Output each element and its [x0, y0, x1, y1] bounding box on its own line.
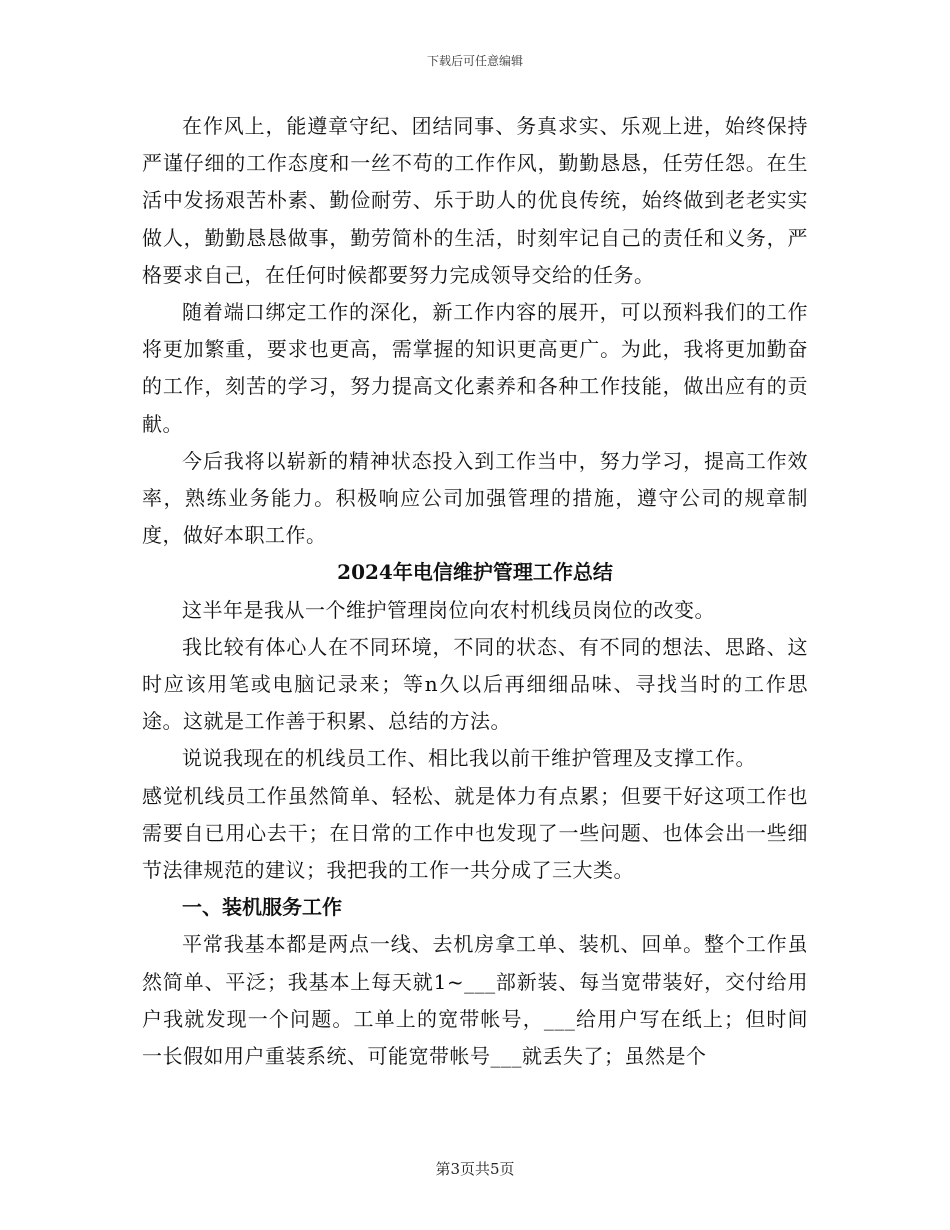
paragraph-future-plan: 今后我将以崭新的精神状态投入到工作当中，努力学习，提高工作效率，熟练业务能力。积极响应公司加强管理的措施，遵守公司的规章制度，做好本职工作。	[142, 448, 808, 548]
document-body	[142, 108, 808, 1075]
subheading-installation-service: 一、装机服务工作	[182, 895, 342, 920]
paragraph-record-thoughts: 我比较有体心人在不同环境，不同的状态、有不同的想法、思路、这时应该用笔或电脑记录来；等n久以后再细细品味、寻找当时的工作思途。这就是工作善于积累、总结的方法。	[142, 634, 808, 734]
header-note: 下载后可任意编辑	[426, 54, 523, 68]
paragraph-port-binding: 随着端口绑定工作的深化，新工作内容的展开，可以预料我们的工作将更加繁重，要求也更高，需掌握的知识更高更广。为此，我将更加勤奋的工作，刻苦的学习，努力提高文化素养和各种工作技能，做出应有的贡献。	[142, 300, 808, 436]
paragraph-installation-detail: 平常我基本都是两点一线、去机房拿工单、装机、回单。整个工作虽然简单、平泛；我基本上每天就1~___部新装、每当宽带装好，交付给用户我就发现一个问题。工单上的宽带帐号，___给用户写在纸上；但时间一长假如用户重装系统、可能宽带帐号___就丢失了；虽然是个	[142, 932, 808, 1069]
paragraph-job-feeling: 感觉机线员工作虽然简单、轻松、就是体力有点累；但要干好这项工作也需要自已用心去干；在日常的工作中也发现了一些问题、也体会出一些细节法律规范的建议；我把我的工作一共分成了三大类。	[142, 783, 808, 883]
paragraph-role-change: 这半年是我从一个维护管理岗位向农村机线员岗位的改变。	[182, 597, 715, 622]
paragraph-current-job: 说说我现在的机线员工作、相比我以前干维护管理及支撑工作。	[182, 746, 756, 771]
paragraph-work-style: 在作风上，能遵章守纪、团结同事、务真求实、乐观上进，始终保持严谨仔细的工作态度和一丝不苟的工作作风，勤勤恳恳，任劳任怨。在生活中发扬艰苦朴素、勤俭耐劳、乐于助人的优良传统，始终做到老老实实做人，勤勤恳恳做事，勤劳简朴的生活，时刻牢记自己的责任和义务，严格要求自己，在任何时候都要努力完成领导交给的任务。	[142, 114, 808, 287]
section-title: 2024年电信维护管理工作总结	[337, 560, 613, 585]
page-number: 第3页共5页	[435, 1160, 515, 1178]
